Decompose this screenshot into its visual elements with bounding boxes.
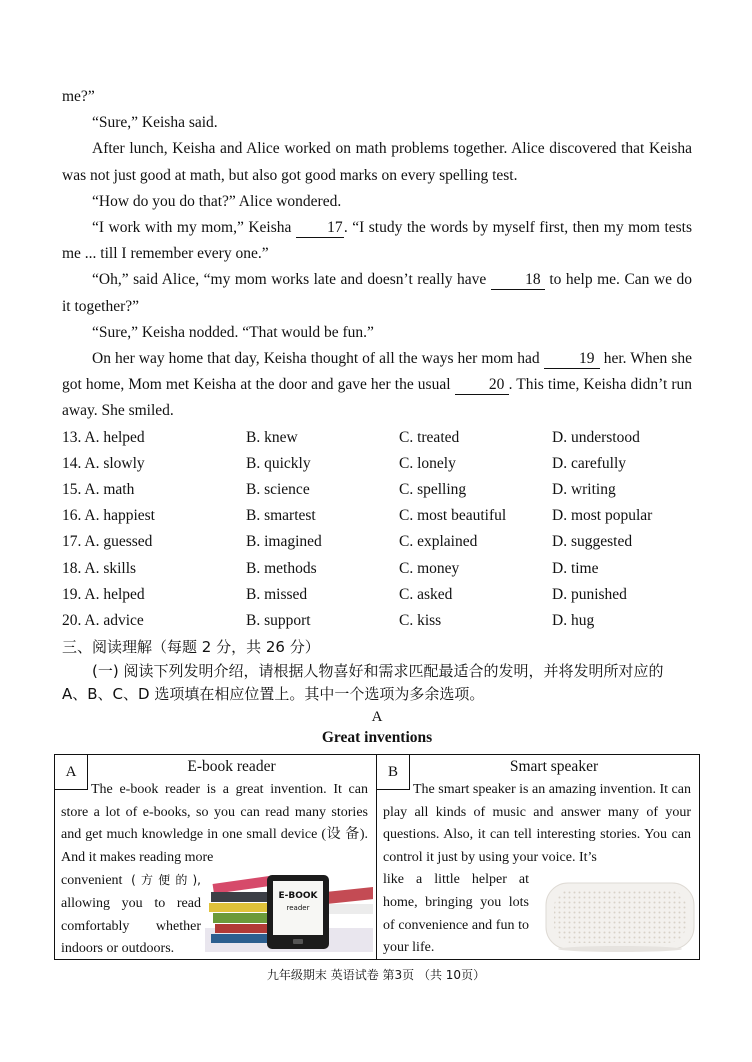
story-text: On her way home that day, Keisha thought of all the ways her mom had: [92, 350, 540, 368]
answer-options: [62, 425, 692, 635]
description-text: The e-book reader is a great invention. It can store a lot of e-books, so you can read many stories and get much knowledge in one small device (设 备). And it makes reading more: [61, 782, 368, 865]
option-a: 14. A. slowly: [62, 454, 145, 472]
option-c: C. explained: [399, 533, 478, 551]
story-paragraph: [62, 346, 692, 425]
option-a: 19. A. helped: [62, 585, 145, 603]
ebook-reader-image: [205, 870, 373, 952]
story-text: . “I study the words by myself first, then my mom tests me ... till I remember every one.”: [62, 219, 692, 263]
blank-17: 17: [296, 219, 344, 238]
story-paragraph: me?”: [62, 88, 95, 105]
story-text: . This time, Keisha didn’t run away. She smiled.: [62, 376, 692, 420]
option-b: B. smartest: [246, 507, 316, 525]
story-paragraph: [62, 267, 692, 319]
option-a: 16. A. happiest: [62, 507, 155, 525]
option-b: B. quickly: [246, 454, 311, 472]
section-instruction: (一) 阅读下列发明介绍，请根据人物喜好和需求匹配最适合的发明，并将发明所对应的 A、B、C、D 选项填在相应位置上。其中一个选项为多余选项。: [62, 662, 664, 704]
option-c: C. asked: [399, 585, 453, 603]
option-row: [62, 582, 692, 608]
story-paragraph: “Sure,” Keisha said.: [92, 114, 218, 132]
option-c: C. lonely: [399, 454, 456, 472]
option-row: [62, 477, 692, 503]
story-paragraph: After lunch, Keisha and Alice worked on math problems together. Alice discovered that Keisha was not just good at math, but also got good marks on every spelling test.: [62, 140, 692, 184]
page-footer: 九年级期末 英语试卷 第3页 （共 10页）: [266, 968, 486, 982]
description-text: convenient: [61, 873, 123, 889]
option-d: D. carefully: [552, 454, 627, 472]
inventions-table: [54, 754, 700, 960]
chinese-gloss: (方便的),: [131, 873, 201, 888]
story-paragraph: “How do you do that?” Alice wondered.: [92, 192, 342, 210]
story-paragraph: [62, 215, 692, 267]
option-c: C. money: [399, 559, 460, 577]
blank-19: 19: [544, 350, 600, 369]
option-b: B. imagined: [246, 533, 322, 551]
passage-title: Great inventions: [321, 729, 433, 747]
smart-speaker-image: [542, 875, 697, 953]
story-text: her. When she got home, Mom met Keisha at the door and gave her the usual: [62, 350, 693, 394]
option-a: 17. A. guessed: [62, 533, 153, 551]
option-d: D. hug: [552, 611, 595, 629]
blank-20: 20: [455, 376, 509, 395]
option-b: B. support: [246, 611, 311, 629]
invention-title: E-book reader: [187, 758, 276, 775]
option-b: B. science: [246, 481, 310, 499]
option-a: 15. A. math: [62, 481, 135, 499]
blank-18: 18: [491, 271, 545, 290]
option-c: C. kiss: [399, 611, 442, 629]
invention-cell-a: [55, 755, 377, 959]
section-title: 三、阅读理解（每题 2 分，共 26 分）: [62, 638, 320, 657]
option-row: [62, 503, 692, 529]
option-row: [62, 425, 692, 451]
option-d: D. writing: [552, 481, 616, 499]
option-row: [62, 451, 692, 477]
option-d: D. time: [552, 559, 599, 577]
story-text: to help me. Can we do it together?”: [62, 271, 693, 315]
option-a: 13. A. helped: [62, 428, 145, 446]
description-text: like a little helper at home, bringing you lots of convenience and fun to your life.: [383, 872, 529, 956]
story-text: “I work with my mom,” Keisha: [92, 219, 292, 237]
option-row: [62, 529, 692, 555]
invention-title: Smart speaker: [509, 758, 599, 775]
option-b: B. methods: [246, 559, 317, 577]
option-d: D. punished: [552, 585, 627, 603]
exam-page: [62, 84, 692, 749]
option-row: [62, 608, 692, 634]
option-b: B. knew: [246, 428, 298, 446]
option-letter: B: [377, 755, 410, 790]
ebook-image-label: E-BOOK: [278, 891, 318, 901]
option-c: C. spelling: [399, 481, 467, 499]
ebook-image-label: reader: [286, 904, 310, 912]
option-row: [62, 556, 692, 582]
invention-cell-b: [377, 755, 699, 959]
description-wrap: [61, 869, 201, 960]
option-letter: A: [55, 755, 88, 790]
option-b: B. missed: [246, 585, 308, 603]
option-d: D. suggested: [552, 533, 633, 551]
option-d: D. most popular: [552, 507, 653, 525]
option-a: 18. A. skills: [62, 559, 137, 577]
option-d: D. understood: [552, 428, 640, 446]
story-text: “Oh,” said Alice, “my mom works late and doesn’t really have: [92, 271, 487, 289]
option-c: C. most beautiful: [399, 507, 507, 525]
option-c: C. treated: [399, 428, 460, 446]
description-text: allowing you to read comfortably whether indoors or outdoors.: [61, 895, 201, 957]
story-paragraph: “Sure,” Keisha nodded. “That would be fun.”: [92, 323, 374, 341]
description-text: The smart speaker is an amazing invention. It can play all kinds of music and answer many of your questions. Also, it can tell interesting stories. You can control it just by using your voice. It’s: [383, 782, 691, 865]
option-a: 20. A. advice: [62, 611, 144, 629]
passage-label: A: [371, 709, 383, 726]
